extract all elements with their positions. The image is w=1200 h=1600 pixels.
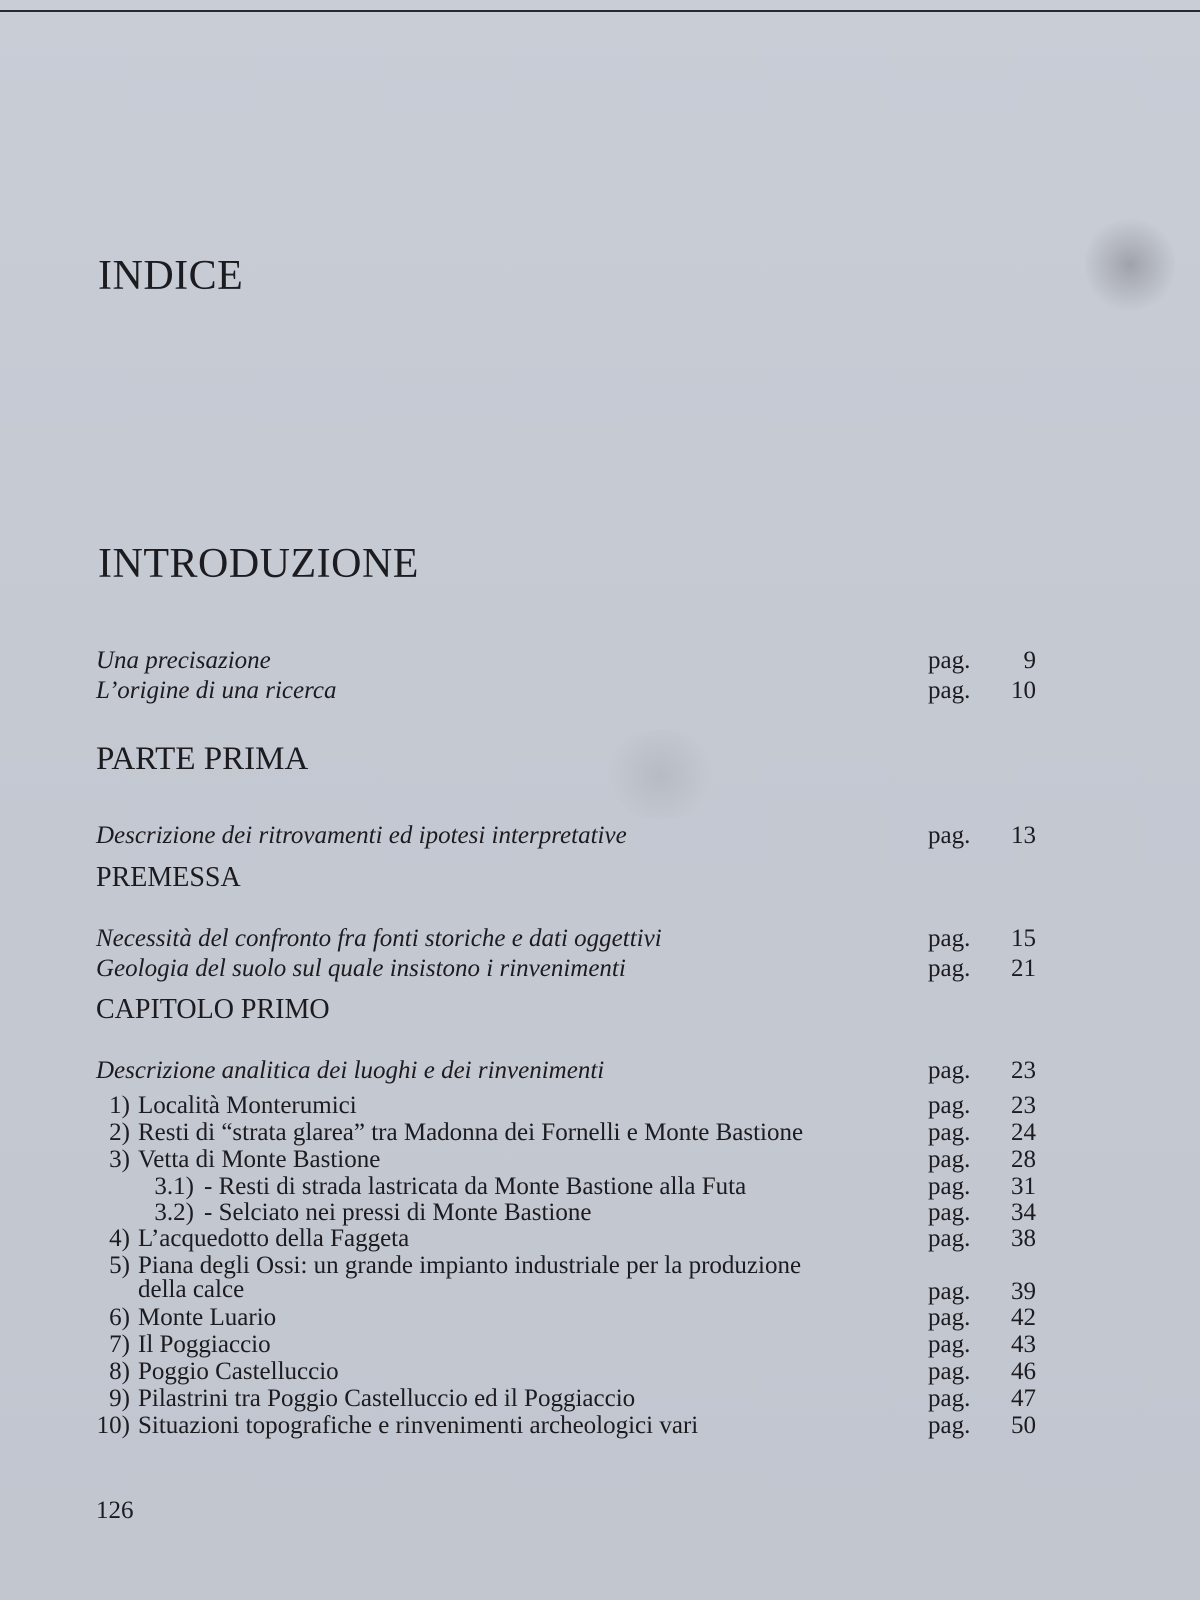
toc-pag-label: pag. [928,1092,971,1119]
page-number: 126 [96,1497,134,1524]
toc-entry-title: Una precisazione [96,647,271,674]
toc-item[interactable] [96,1146,1036,1174]
toc-page-number: 31 [1011,1173,1036,1200]
toc-pag-label: pag. [928,822,971,849]
toc-item-index: 6) [109,1304,130,1331]
toc-item-title: - Resti di strada lastricata da Monte Bastione alla Futa [204,1173,747,1200]
top-rule [0,10,1200,12]
toc-item-index: 1) [109,1092,130,1119]
toc-item-index: 3.2) [154,1199,194,1226]
toc-subitem[interactable] [96,1173,1036,1201]
toc-pag-label: pag. [928,1278,971,1305]
toc-entry[interactable] [96,677,1036,705]
toc-item[interactable] [96,1412,1036,1440]
toc-page-number: 23 [1011,1092,1036,1119]
toc-entry-title: Descrizione dei ritrovamenti ed ipotesi interpretative [96,822,627,849]
toc-pag-label: pag. [928,1412,971,1439]
toc-item[interactable] [96,1225,1036,1253]
toc-page-number: 34 [1011,1199,1036,1226]
toc-pag-label: pag. [928,677,971,704]
toc-page-number: 46 [1011,1358,1036,1385]
toc-entry-title: Necessità del confronto fra fonti storiche e dati oggettivi [96,925,662,952]
toc-page-number: 39 [1011,1278,1036,1305]
toc-item-index: 5) [109,1252,130,1279]
toc-item-title: Resti di “strata glarea” tra Madonna dei Fornelli e Monte Bastione [138,1119,804,1146]
section-heading-introduzione: INTRODUZIONE [98,541,419,587]
toc-entry-title: L’origine di una ricerca [96,677,337,704]
toc-page-number: 43 [1011,1331,1036,1358]
toc-entry[interactable] [96,925,1036,953]
toc-page-number: 10 [1011,677,1036,704]
toc-page-number: 21 [1011,955,1036,982]
toc-pag-label: pag. [928,1199,971,1226]
toc-entry-title: Descrizione analitica dei luoghi e dei rinvenimenti [96,1057,605,1084]
toc-pag-label: pag. [928,1225,971,1252]
toc-item[interactable] [96,1092,1036,1120]
toc-item-title-continuation: della calce [138,1276,245,1303]
toc-item[interactable] [96,1304,1036,1332]
page-title: INDICE [98,253,244,299]
toc-page-number: 24 [1011,1119,1036,1146]
toc-item-title: L’acquedotto della Faggeta [138,1225,410,1252]
toc-item-title: Situazioni topografiche e rinvenimenti archeologici vari [138,1412,699,1439]
toc-pag-label: pag. [928,1173,971,1200]
toc-subitem[interactable] [96,1199,1036,1227]
section-heading-capitolo-primo: CAPITOLO PRIMO [96,994,330,1025]
toc-item-index: 4) [109,1225,130,1252]
paper-smudge [600,730,720,820]
toc-entry[interactable] [96,955,1036,983]
toc-page-number: 15 [1011,925,1036,952]
toc-pag-label: pag. [928,1331,971,1358]
toc-pag-label: pag. [928,955,971,982]
section-heading-parte-prima: PARTE PRIMA [96,741,309,777]
toc-item-title: Piana degli Ossi: un grande impianto industriale per la produzione [138,1252,802,1279]
toc-item-index: 3.1) [154,1173,194,1200]
toc-page-number: 13 [1011,822,1036,849]
toc-item-title: - Selciato nei pressi di Monte Bastione [204,1199,592,1226]
toc-item-title: Il Poggiaccio [138,1331,271,1358]
toc-item-title: Monte Luario [138,1304,277,1331]
toc-page-number: 28 [1011,1146,1036,1173]
toc-entry[interactable] [96,1057,1036,1085]
toc-item[interactable] [96,1331,1036,1359]
toc-entry[interactable] [96,822,1036,850]
section-heading-premessa: PREMESSA [96,862,241,893]
toc-page-number: 47 [1011,1385,1036,1412]
toc-item-title: Pilastrini tra Poggio Castelluccio ed il Poggiaccio [138,1385,636,1412]
toc-page-number: 23 [1011,1057,1036,1084]
toc-item-index: 3) [109,1146,130,1173]
toc-page-number: 38 [1011,1225,1036,1252]
toc-item-index: 7) [109,1331,130,1358]
toc-pag-label: pag. [928,1146,971,1173]
toc-page-number: 9 [1023,647,1036,674]
toc-pag-label: pag. [928,1304,971,1331]
toc-item-index: 8) [109,1358,130,1385]
toc-item-index: 9) [109,1385,130,1412]
toc-item-index: 2) [109,1119,130,1146]
toc-pag-label: pag. [928,1358,971,1385]
toc-pag-label: pag. [928,647,971,674]
toc-item-title: Località Monterumici [138,1092,357,1119]
toc-pag-label: pag. [928,1119,971,1146]
toc-item[interactable] [96,1358,1036,1386]
toc-entry-title: Geologia del suolo sul quale insistono i rinvenimenti [96,955,626,982]
toc-item[interactable] [96,1252,1036,1306]
toc-page-number: 42 [1011,1304,1036,1331]
toc-pag-label: pag. [928,1057,971,1084]
toc-item[interactable] [96,1385,1036,1413]
toc-page-number: 50 [1011,1412,1036,1439]
paper-smudge [1085,215,1175,315]
toc-entry[interactable] [96,647,1036,675]
toc-pag-label: pag. [928,925,971,952]
toc-item-title: Vetta di Monte Bastione [138,1146,381,1173]
toc-item-title: Poggio Castelluccio [138,1358,339,1385]
toc-pag-label: pag. [928,1385,971,1412]
toc-item[interactable] [96,1119,1036,1147]
toc-item-index: 10) [96,1412,130,1439]
